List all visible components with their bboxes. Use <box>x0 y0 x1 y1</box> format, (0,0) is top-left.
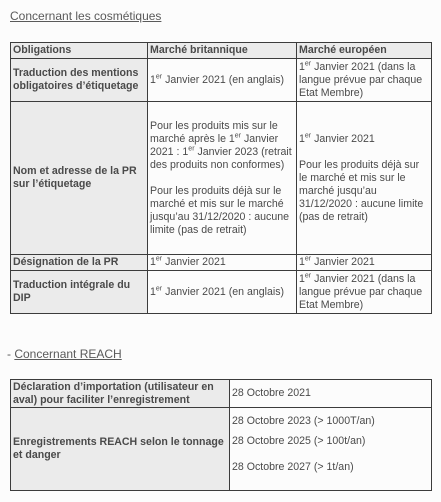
cosmetics-table <box>10 42 432 314</box>
header-obligations: Obligations <box>11 43 148 59</box>
eu-cell: 1er Janvier 2021 (dans la langue prévue par chaque Etat Membre) <box>297 271 432 314</box>
uk-cell <box>148 102 297 255</box>
row-label: Désignation de la PR <box>11 255 148 271</box>
eu-cell <box>297 102 432 255</box>
reach-heading <box>7 347 122 361</box>
reach-heading-dash: - <box>7 347 15 361</box>
row-label: Traduction intégrale du DIP <box>11 271 148 314</box>
date-line: 28 Octobre 2027 (> 1t/an) <box>232 461 354 473</box>
date-cell: 28 Octobre 2021 <box>230 380 432 408</box>
uk-cell-part1: Pour les produits mis sur le marché après le 1er Janvier 2021 : 1er Janvier 2023 (retrait des produits non conformes) <box>150 119 292 171</box>
row-label: Déclaration d’importation (utilisateur en aval) pour faciliter l’enregistrement <box>11 380 230 408</box>
eu-cell-part1: 1er Janvier 2021 <box>299 131 375 145</box>
reach-table <box>10 379 432 491</box>
cosmetics-heading <box>10 9 161 23</box>
table-header-row <box>11 43 432 59</box>
header-eu-market: Marché européen <box>297 43 432 59</box>
eu-cell-part2: Pour les produits déjà sur le marché et mis sur le marché jusqu’au 31/12/2020 : aucune limite (pas de retrait) <box>299 158 424 223</box>
table-row <box>11 255 432 271</box>
uk-cell: 1er Janvier 2021 <box>148 255 297 271</box>
row-label: Nom et adresse de la PR sur l’étiquetage <box>11 102 148 255</box>
table-row <box>11 59 432 102</box>
row-label: Traduction des mentions obligatoires d’étiquetage <box>11 59 148 102</box>
cosmetics-heading-text: Concernant les cosmétiques <box>10 9 162 23</box>
reach-heading-text: Concernant REACH <box>14 347 122 361</box>
date-cell <box>230 408 432 491</box>
eu-cell: 1er Janvier 2021 <box>297 255 432 271</box>
uk-cell: 1er Janvier 2021 (en anglais) <box>148 271 297 314</box>
table-row <box>11 380 432 408</box>
header-uk-market: Marché britannique <box>148 43 297 59</box>
uk-cell: 1er Janvier 2021 (en anglais) <box>148 59 297 102</box>
table-row <box>11 271 432 314</box>
table-row <box>11 102 432 255</box>
row-label: Enregistrements REACH selon le tonnage et danger <box>11 408 230 491</box>
date-line: 28 Octobre 2023 (> 1000T/an) <box>232 415 375 427</box>
uk-cell-part2: Pour les produits déjà sur le marché et mis sur le marché jusqu’au 31/12/2020 : aucune limite (pas de retrait) <box>150 184 290 236</box>
eu-cell: 1er Janvier 2021 (dans la langue prévue par chaque Etat Membre) <box>297 59 432 102</box>
date-line: 28 Octobre 2025 (> 100t/an) <box>232 435 366 447</box>
table-row <box>11 408 432 491</box>
